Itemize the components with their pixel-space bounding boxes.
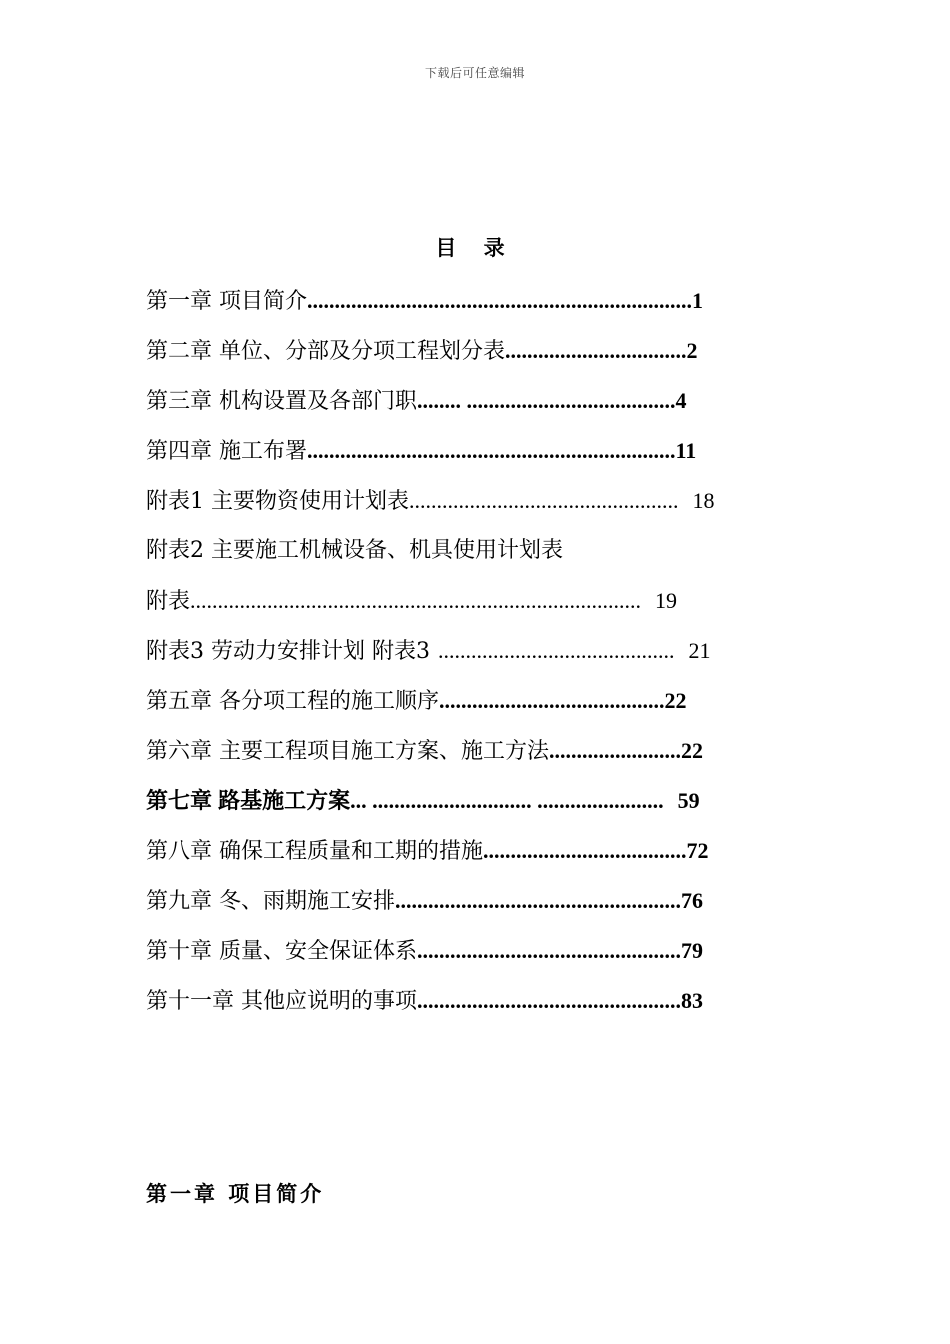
toc-entry-leader: .................................................... (395, 888, 681, 913)
toc-entry-leader: ........................................... (437, 638, 675, 663)
toc-entry-leader: ................................................ (417, 988, 681, 1013)
toc-entry-page: 2 (686, 338, 698, 363)
toc-entry-label: 第七章 路基施工方案 (146, 788, 351, 813)
toc-entry-appendix-2[interactable] (146, 576, 806, 626)
toc-entry-leader: ........................ (549, 738, 681, 763)
chapter-heading: 第一章 项目简介 (146, 1181, 325, 1206)
toc-entry-page: 18 (692, 488, 715, 513)
toc-entry-label: 第十一章 其他应说明的事项 (146, 989, 417, 1014)
toc-entry-page: 4 (675, 388, 687, 413)
toc-entry-label: 第一章 项目简介 (146, 289, 307, 314)
toc-entry-label: 第四章 施工布署 (146, 439, 307, 464)
toc-entry-leader: .................................................................................. (190, 588, 642, 613)
toc-entry-page: 1 (692, 288, 703, 313)
toc-entry-chapter-4[interactable] (146, 426, 806, 476)
toc-entry-page: 21 (688, 638, 711, 663)
toc-entry-chapter-7[interactable] (146, 776, 806, 826)
toc-entry-chapter-10[interactable] (146, 926, 806, 976)
toc-entry-label: 附表3 劳动力安排计划 附表3 (146, 639, 430, 664)
toc-entry-label: 第二章 单位、分部及分项工程划分表 (146, 339, 505, 364)
toc-entry-page: 19 (655, 588, 678, 613)
toc-entry-page: 83 (681, 988, 703, 1013)
toc-entry-chapter-3[interactable] (146, 376, 806, 426)
toc-entry-page: 79 (681, 938, 703, 963)
toc-entry-label: 第三章 机构设置及各部门职 (146, 389, 417, 414)
toc-entry-page: 72 (686, 838, 709, 863)
toc-entry-leader: ... ............................. ....................... (350, 788, 664, 813)
toc-entry-page: 22 (664, 688, 687, 713)
toc-entry-page: 22 (681, 738, 703, 763)
toc-title: 目 录 (435, 235, 515, 260)
toc-entry-chapter-2[interactable] (146, 326, 806, 376)
toc-entry-leader: ..................................... (483, 838, 687, 863)
toc-entry-chapter-6[interactable] (146, 726, 806, 776)
toc-entry-label: 第六章 主要工程项目施工方案、施工方法 (146, 739, 549, 764)
toc-entry-chapter-5[interactable] (146, 676, 806, 726)
toc-entry-label: 第五章 各分项工程的施工顺序 (146, 689, 439, 714)
toc-entry-label: 第十章 质量、安全保证体系 (146, 939, 417, 964)
toc-entry-label: 第八章 确保工程质量和工期的措施 (146, 839, 483, 864)
toc-entry-label: 附表1 主要物资使用计划表 (146, 489, 409, 514)
table-of-contents (146, 276, 806, 1026)
toc-entry-leader: ......................................... (439, 688, 665, 713)
toc-entry-leader: ........ ...................................... (417, 388, 676, 413)
toc-entry-appendix-1[interactable] (146, 476, 806, 526)
toc-entry-chapter-1[interactable] (146, 276, 806, 326)
toc-entry-page: 59 (677, 788, 700, 813)
toc-entry-page: 11 (675, 438, 697, 463)
page-header-note: 下载后可任意编辑 (424, 66, 525, 80)
toc-entry-label: 第九章 冬、雨期施工安排 (146, 889, 395, 914)
toc-entry-appendix-2-title[interactable] (146, 526, 806, 576)
toc-entry-label: 附表2 主要施工机械设备、机具使用计划表 (146, 538, 563, 563)
toc-entry-leader: ...................................................................... (307, 288, 692, 313)
toc-entry-appendix-3[interactable] (146, 626, 806, 676)
toc-entry-page: 76 (681, 888, 703, 913)
toc-entry-leader: ................................................. (409, 488, 679, 513)
toc-entry-leader: ................................. (505, 338, 687, 363)
toc-entry-label: 附表 (146, 589, 191, 614)
toc-entry-chapter-9[interactable] (146, 876, 806, 926)
toc-entry-leader: ................................................ (417, 938, 681, 963)
toc-entry-chapter-8[interactable] (146, 826, 806, 876)
toc-entry-leader: ................................................................... (307, 438, 676, 463)
toc-entry-chapter-11[interactable] (146, 976, 806, 1026)
